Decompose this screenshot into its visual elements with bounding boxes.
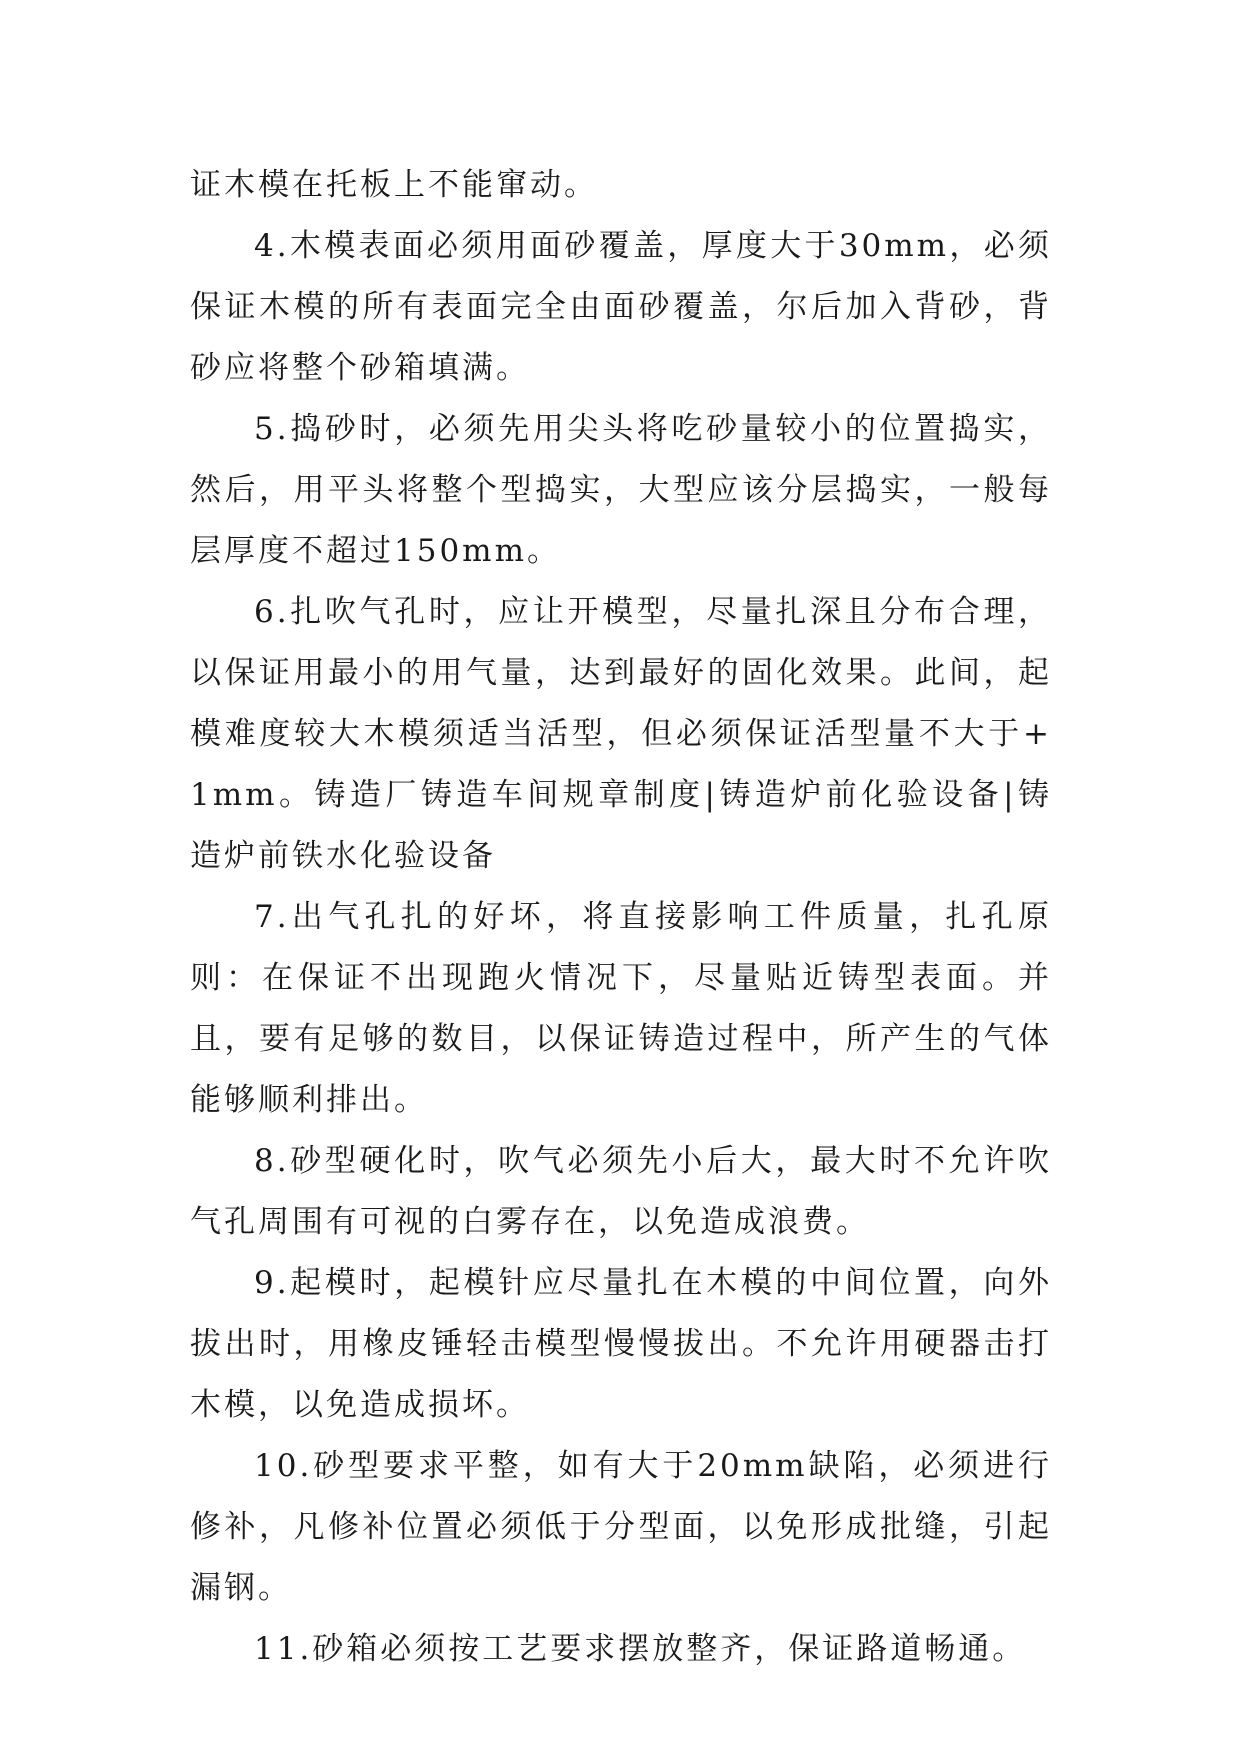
paragraph-item-8: 8.砂型硬化时，吹气必须先小后大，最大时不允许吹气孔周围有可视的白雾存在，以免造成浪费。 [190,1143,1052,1240]
paragraph-item-6: 6.扎吹气孔时，应让开模型，尽量扎深且分布合理，以保证用最小的用气量，达到最好的固化效果。此间，起模难度较大木模须适当活型，但必须保证活型量不大于+1mm。铸造厂铸造车间规章制度|铸造炉前化验设备|铸造炉前铁水化验设备 [190,594,1052,874]
paragraph-item-11: 11.砂箱必须按工艺要求摆放整齐，保证路道畅通。 [254,1631,1027,1667]
paragraph-item-9: 9.起模时，起模针应尽量扎在木模的中间位置，向外拔出时，用橡皮锤轻击模型慢慢拔出。不允许用硬器击打木模，以免造成损坏。 [190,1265,1052,1423]
paragraph-item-4: 4.木模表面必须用面砂覆盖，厚度大于30mm，必须保证木模的所有表面完全由面砂覆盖，尔后加入背砂，背砂应将整个砂箱填满。 [190,228,1052,386]
paragraph-item-7: 7.出气孔扎的好坏，将直接影响工件质量，扎孔原则：在保证不出现跑火情况下，尽量贴近铸型表面。并且，要有足够的数目，以保证铸造过程中，所产生的气体能够顺利排出。 [190,899,1052,1118]
paragraph-item-5: 5.捣砂时，必须先用尖头将吃砂量较小的位置捣实，然后，用平头将整个型捣实，大型应该分层捣实，一般每层厚度不超过150mm。 [190,411,1052,569]
document-body [190,155,1052,1680]
paragraph-continuation: 证木模在托板上不能窜动。 [190,167,598,203]
paragraph-item-10: 10.砂型要求平整，如有大于20mm缺陷，必须进行修补，凡修补位置必须低于分型面，以免形成批缝，引起漏钢。 [190,1448,1052,1606]
